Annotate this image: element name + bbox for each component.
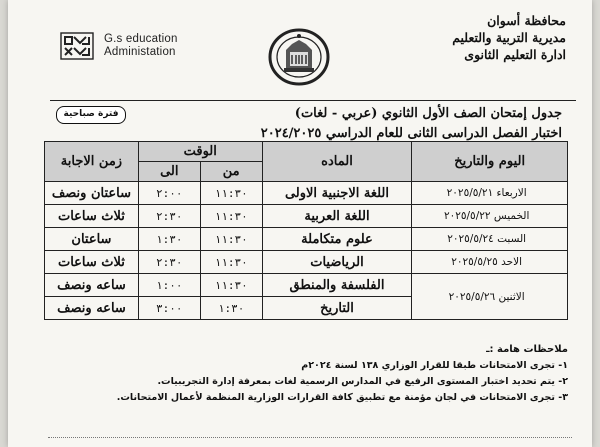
notes-section (48, 342, 568, 406)
table-row (45, 205, 568, 228)
row-from: ١١:٣٠ (200, 182, 262, 205)
row-date: الاربعاء ٢٠٢٥/٥/٢١ (412, 182, 568, 205)
directorate-line: مديرية التربية والتعليم (452, 30, 566, 45)
administration-line: ادارة التعليم الثانوى (464, 47, 566, 62)
note-item: ٣- تجرى الامتحانات في لجان مؤمنة مع تطبيق كافة القرارات الوزارية المنظمة لأعمال الامتحانات. (116, 392, 568, 403)
row-date: الخميس ٢٠٢٥/٥/٢٢ (412, 205, 568, 228)
shift-badge: فترة صباحية (56, 106, 126, 124)
row-subject: اللغة العربية (262, 205, 412, 228)
row-subject: علوم متكاملة (262, 228, 412, 251)
document-header (8, 0, 592, 96)
table-header-row (45, 142, 568, 162)
table-row (45, 182, 568, 205)
row-date: الاثنين ٢٠٢٥/٥/٢٦ (412, 274, 568, 320)
row-date: الاحد ٢٠٢٥/٥/٢٥ (412, 251, 568, 274)
row-to: ١:٣٠ (138, 228, 200, 251)
brand-name-line2: Administation (104, 46, 176, 58)
title-line1: جدول إمتحان الصف الأول الثانوي (عربي - لغات) (294, 106, 562, 121)
row-subject: اللغة الاجنبية الاولى (262, 182, 412, 205)
exam-schedule-sheet (8, 0, 592, 447)
governorate-line: محافظة أسوان (487, 13, 566, 28)
brand (60, 32, 178, 60)
header-from: من (200, 162, 262, 182)
row-to: ٢:٠٠ (138, 182, 200, 205)
row-to: ٣:٠٠ (138, 297, 200, 320)
signature-area-cut-off (48, 437, 572, 447)
row-date: السبت ٢٠٢٥/٥/٢٤ (412, 228, 568, 251)
table-row (45, 251, 568, 274)
schedule-title (158, 104, 562, 144)
row-duration: ساعتان ونصف (45, 182, 139, 205)
header-day-date: اليوم والتاريخ (412, 142, 568, 182)
header-to: الى (138, 162, 200, 182)
title-line2: اختبار الفصل الدراسى الثانى للعام الدراسي ٢٠٢٤/٢٠٢٥ (260, 126, 562, 141)
education-logo-icon (60, 32, 94, 60)
row-duration: ساعتان (45, 228, 139, 251)
exam-table (44, 141, 568, 320)
row-to: ٢:٣٠ (138, 251, 200, 274)
notes-heading: ملاحظات هامة :ـ (486, 344, 568, 355)
note-item: ٢- يتم تحديد اختبار المستوى الرفيع في المدارس الرسمية لغات بمعرفة إدارة التجريبيات. (157, 376, 568, 387)
header-subject: الماده (262, 142, 412, 182)
row-duration: ساعه ونصف (45, 274, 139, 297)
row-duration: ثلاث ساعات (45, 251, 139, 274)
row-from: ١١:٣٠ (200, 274, 262, 297)
row-from: ١١:٣٠ (200, 251, 262, 274)
row-subject: التاريخ (262, 297, 412, 320)
row-subject: الرياضيات (262, 251, 412, 274)
brand-name-line1: G.s education (104, 33, 178, 45)
row-subject: الفلسفة والمنطق (262, 274, 412, 297)
header-duration: زمن الاجابة (45, 142, 139, 182)
header-time: الوقت (138, 142, 262, 162)
note-item: ١- تجرى الامتحانات طبقا للقرار الوزاري ١٣٨ لسنة ٢٠٢٤م (301, 360, 568, 371)
table-row (45, 228, 568, 251)
row-from: ١١:٣٠ (200, 228, 262, 251)
row-from: ١١:٣٠ (200, 205, 262, 228)
row-duration: ساعه ونصف (45, 297, 139, 320)
row-to: ٢:٣٠ (138, 205, 200, 228)
row-from: ١:٣٠ (200, 297, 262, 320)
table-row (45, 274, 568, 297)
ministry-seal-icon (268, 28, 330, 86)
governorate-block (452, 12, 566, 63)
header-divider (50, 100, 576, 101)
row-to: ١:٠٠ (138, 274, 200, 297)
row-duration: ثلاث ساعات (45, 205, 139, 228)
